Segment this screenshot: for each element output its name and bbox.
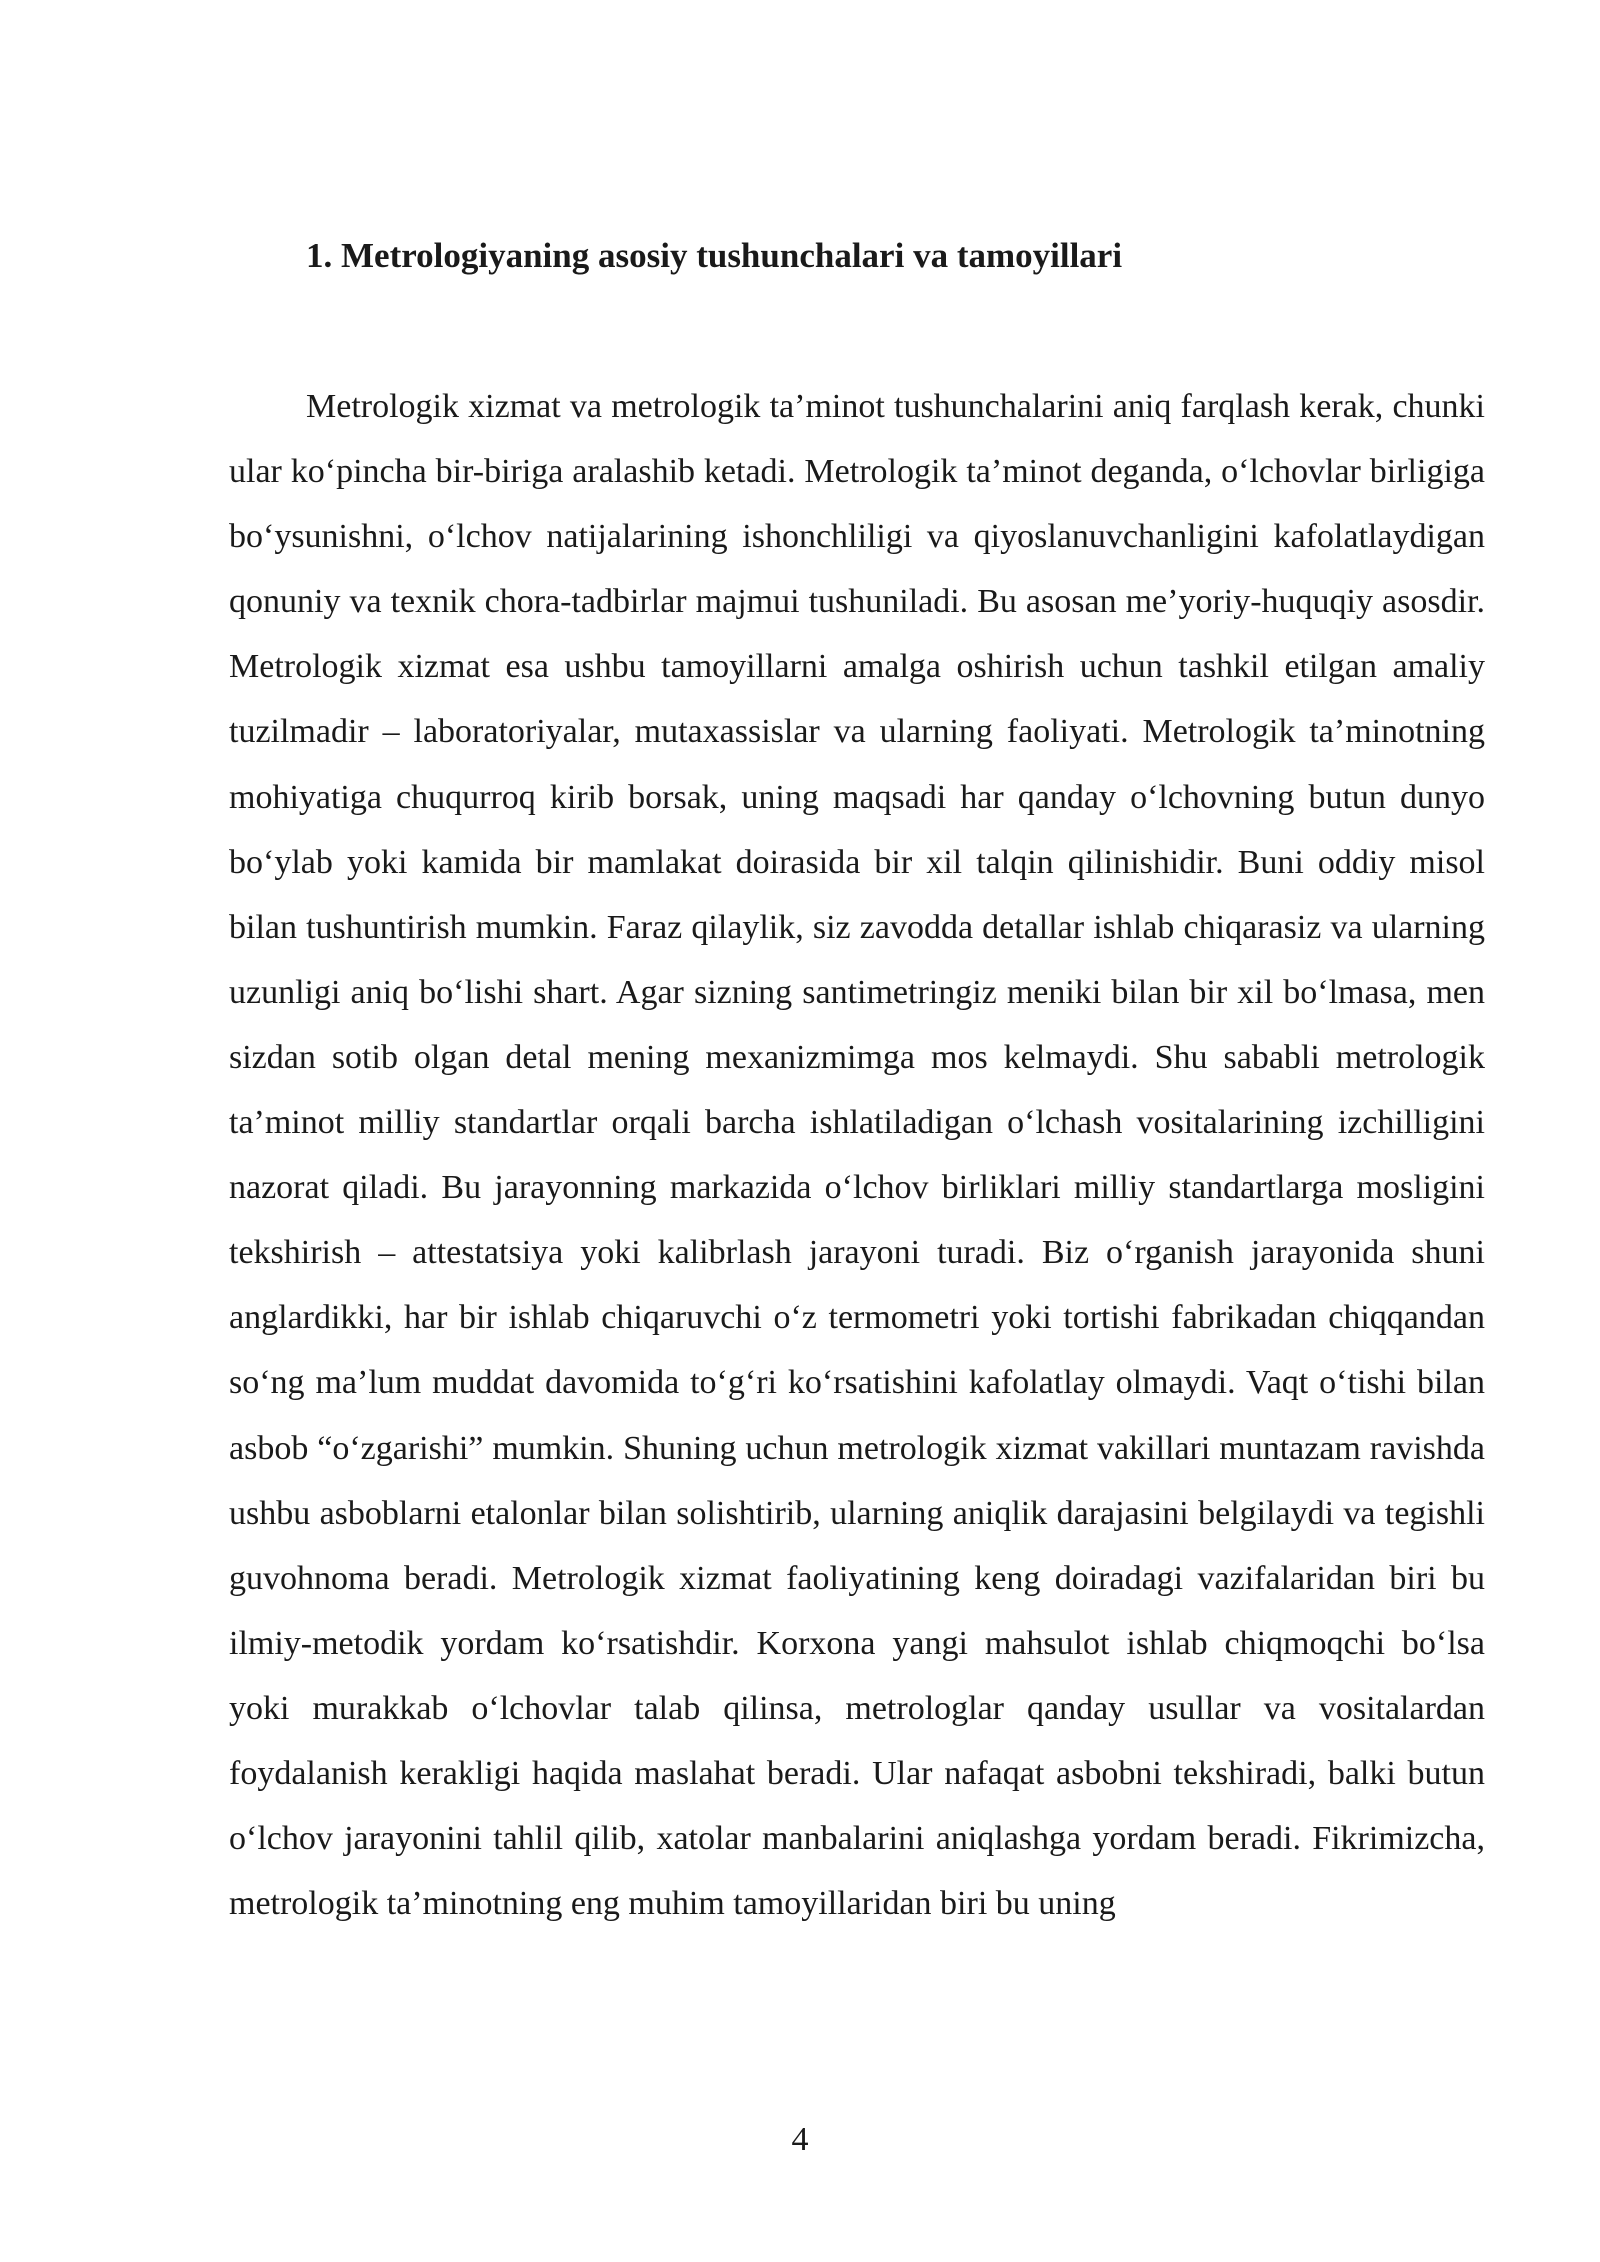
section-heading: 1. Metrologiyaning asosiy tushunchalari va tamoyillari [306,236,1123,275]
body-paragraph: Metrologik xizmat va metrologik ta’minot tushunchalarini aniq farqlash kerak, chunki ular ko‘pincha bir-biriga aralashib ketadi. Metrologik ta’minot deganda, o‘lchovlar birligiga bo‘ysunishni, o‘lchov natijalarining ishonchliligi va qiyoslanuvchanligini kafolatlaydigan qonuniy va texnik chora-tadbirlar majmui tushuniladi. Bu asosan me’yoriy-huquqiy asosdir. Metrologik xizmat esa ushbu tamoyillarni amalga oshirish uchun tashkil etilgan amaliy tuzilmadir – laboratoriyalar, mutaxassislar va ularning faoliyati. Metrologik ta’minotning mohiyatiga chuqurroq kirib borsak, uning maqsadi har qanday o‘lchovning butun dunyo bo‘ylab yoki kamida bir mamlakat doirasida bir xil talqin qilinishidir. Buni oddiy misol bilan tushuntirish mumkin. Faraz qilaylik, siz zavodda detallar ishlab chiqarasiz va ularning uzunligi aniq bo‘lishi shart. Agar sizning santimetringiz meniki bilan bir xil bo‘lmasa, men sizdan sotib olgan detal mening mexanizmimga mos kelmaydi. Shu sababli metrologik ta’minot milliy standartlar orqali barcha ishlatiladigan o‘lchash vositalarining izchilligini nazorat qiladi. Bu jarayonning markazida o‘lchov birliklari milliy standartlarga mosligini tekshirish – attestatsiya yoki kalibrlash jarayoni turadi. Biz o‘rganish jarayonida shuni anglardikki, har bir ishlab chiqaruvchi o‘z termometri yoki tortishi fabrikadan chiqqandan so‘ng ma’lum muddat davomida to‘g‘ri ko‘rsatishini kafolatlay olmaydi. Vaqt o‘tishi bilan asbob “o‘zgarishi” mumkin. Shuning uchun metrologik xizmat vakillari muntazam ravishda ushbu asboblarni etalonlar bilan solishtirib, ularning aniqlik darajasini belgilaydi va tegishli guvohnoma beradi. Metrologik xizmat faoliyatining keng doiradagi vazifalaridan biri bu ilmiy-metodik yordam ko‘rsatishdir. Korxona yangi mahsulot ishlab chiqmoqchi bo‘lsa yoki murakkab o‘lchovlar talab qilinsa, metrologlar qanday usullar va vositalardan foydalanish kerakligi haqida maslahat beradi. Ular nafaqat asbobni tekshiradi, balki butun o‘lchov jarayonini tahlil qilib, xatolar manbalarini aniqlashga yordam beradi. Fikrimizcha, metrologik ta’minotning eng muhim tamoyillaridan biri bu uning [229,388,1485,1923]
page-number: 4 [791,2121,809,2158]
